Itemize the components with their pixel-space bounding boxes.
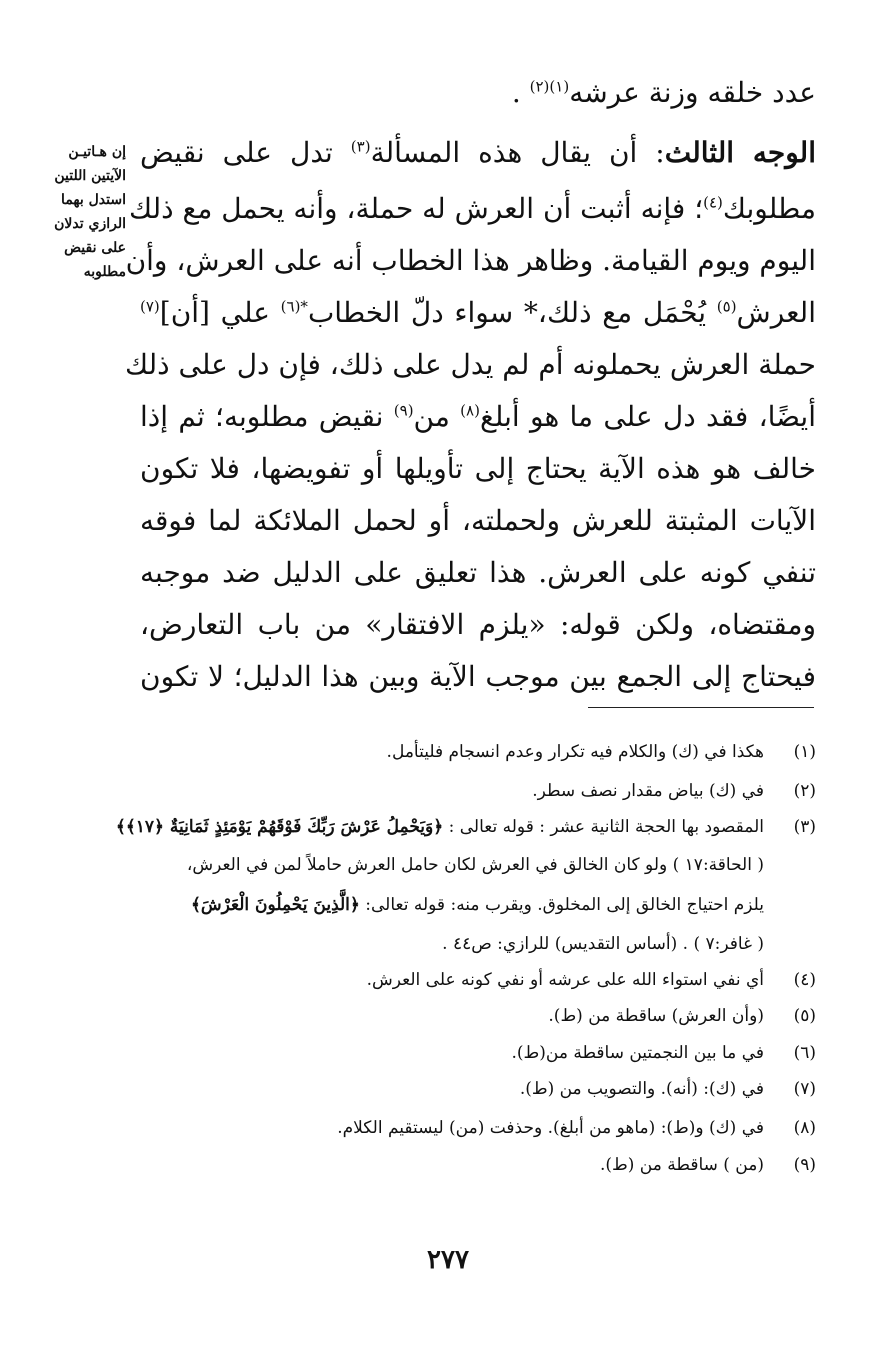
margin-note: إن هـاتيـن الآيتين اللتين استدل بهما الرازي تدلان على نقيض مطلوبه: [54, 144, 126, 280]
text-line-4: اليوم ويوم القيامة. وظاهر هذا الخطاب أنه على العرش، وأن: [125, 244, 816, 277]
text-line-6: حملة العرش يحملونه أم لم يدل على ذلك، فإن دل على ذلك: [125, 348, 816, 381]
quran-verse: ﴿وَيَحْمِلُ عَرْشَ رَبِّكَ فَوْقَهُمْ يَوْمَئِذٍ ثَمَانِيَةٌ ﴿١٧﴾﴾: [115, 817, 444, 837]
text-line-1: عدد خلقه وزنة عرشه$^{(١)(٢)}$ .: [511, 76, 816, 109]
text-line-12: فيحتاج إلى الجمع بين موجب الآية وبين هذا الدليل؛ لا تكون: [140, 660, 816, 693]
section-heading: الوجه الثالث: [664, 136, 816, 169]
page-number: ٢٧٧: [427, 1245, 469, 1275]
quran-verse: ﴿الَّذِينَ يَحْمِلُونَ الْعَرْشَ﴾: [190, 895, 360, 915]
text-line-5: العرش$^{(٥)}$ يُحْمَل مع ذلك،* سواء دلّ الخطاب$^{*(٦)}$ علي [أن]$^{(٧)}$: [140, 296, 816, 329]
text-line-11: ومقتضاه، ولكن قوله: «يلزم الافتقار» من باب التعارض،: [140, 608, 816, 641]
text-line-10: تنفي كونه على العرش. هذا تعليق على الدليل ضد موجبه: [140, 556, 816, 589]
text-line-3: مطلوبك$^{(٤)}$؛ فإنه أثبت أن العرش له حملة، وأنه يحمل مع ذلك: [128, 192, 816, 225]
book-page: عدد خلقه وزنة عرشه$^{(١)(٢)}$ . الوجه الثالث: أن يقال هذه المسألة$^{(٣)}$ تدل على نقيض مطلوبك$^{(٤)}$؛ فإنه أثبت أن العرش له حملة، وأنه يحمل مع ذلك اليوم ويوم القيامة. وظاهر هذا الخطاب أنه على العرش، وأن العرش$^{(٥)}$ يُحْمَل مع ذلك،* سواء دلّ الخطاب$^{*(٦)}$ علي [أن]$^{(٧)}$ حملة العرش يحملونه أم لم يدل على ذلك، فإن دل على ذلك أيضًا، فقد دل على ما هو أبلغ$^{(٨)}$ من$^{(٩)}$ نقيض مطلوبه؛ ثم إذا خالف هو هذه الآية يحتاج إلى تأويلها أو تفويضها، فلا تكون الآيات المثبتة للعرش ولحملته، أو لحمل الملائكة لما فوقه تنفي كونه على العرش. هذا تعليق على الدليل ضد موجبه ومقتضاه، ولكن قوله: «يلزم الافتقار» من باب التعارض، فيحتاج إلى الجمع بين موجب الآية وبين هذا الدليل؛ لا تكون إن هـاتيـن الآيتين اللتين استدل بهما الرازي تدلان على نقيض مطلوبه (١) هكذا في (ك) والكلام فيه تكرار وعدم انسجام فليتأمل. (٢) في (ك) بياض مقدار نصف سطر. (٣) المقصود بها الحجة الثانية عشر : قوله تعالى : ﴿وَيَحْمِلُ عَرْشَ رَبِّكَ فَوْقَهُمْ يَوْمَئِذٍ ثَمَانِيَةٌ ﴿١٧﴾﴾ ( الحاقة:١٧ ) ولو كان الخالق في العرش لكان حامل العرش حاملاً لمن في العرش، يلزم احتياج الخالق إلى المخلوق. ويقرب منه: قوله تعالى: ﴿الَّذِينَ يَحْمِلُونَ الْعَرْشَ﴾ ( غافر:٧ ) . (أساس التقديس) للرازي: ص٤٤ . (٤) أي نفي استواء الله على عرشه أو نفي كونه على العرش. (٥) (وأن العرش) ساقطة من (ط). (٦) في ما بين النجمتين ساقطة من(ط). (٧) في (ك): (أنه). والتصويب من (ط). (٨) في (ك) و(ط): (ماهو من أبلغ). وحذفت (من) ليستقيم الكلام. (٩) (من ) ساقطة من (ط). ٢٧٧: [0, 0, 896, 1350]
text-line-7: أيضًا، فقد دل على ما هو أبلغ$^{(٨)}$ من$^{(٩)}$ نقيض مطلوبه؛ ثم إذا: [140, 400, 817, 433]
footnote-separator: [588, 707, 814, 708]
text-line-9: الآيات المثبتة للعرش ولحملته، أو لحمل الملائكة لما فوقه: [140, 504, 816, 537]
text-line-8: خالف هو هذه الآية يحتاج إلى تأويلها أو تفويضها، فلا تكون: [140, 452, 816, 485]
text-line-2: الوجه الثالث: أن يقال هذه المسألة$^{(٣)}$ تدل على نقيض: [140, 136, 816, 169]
